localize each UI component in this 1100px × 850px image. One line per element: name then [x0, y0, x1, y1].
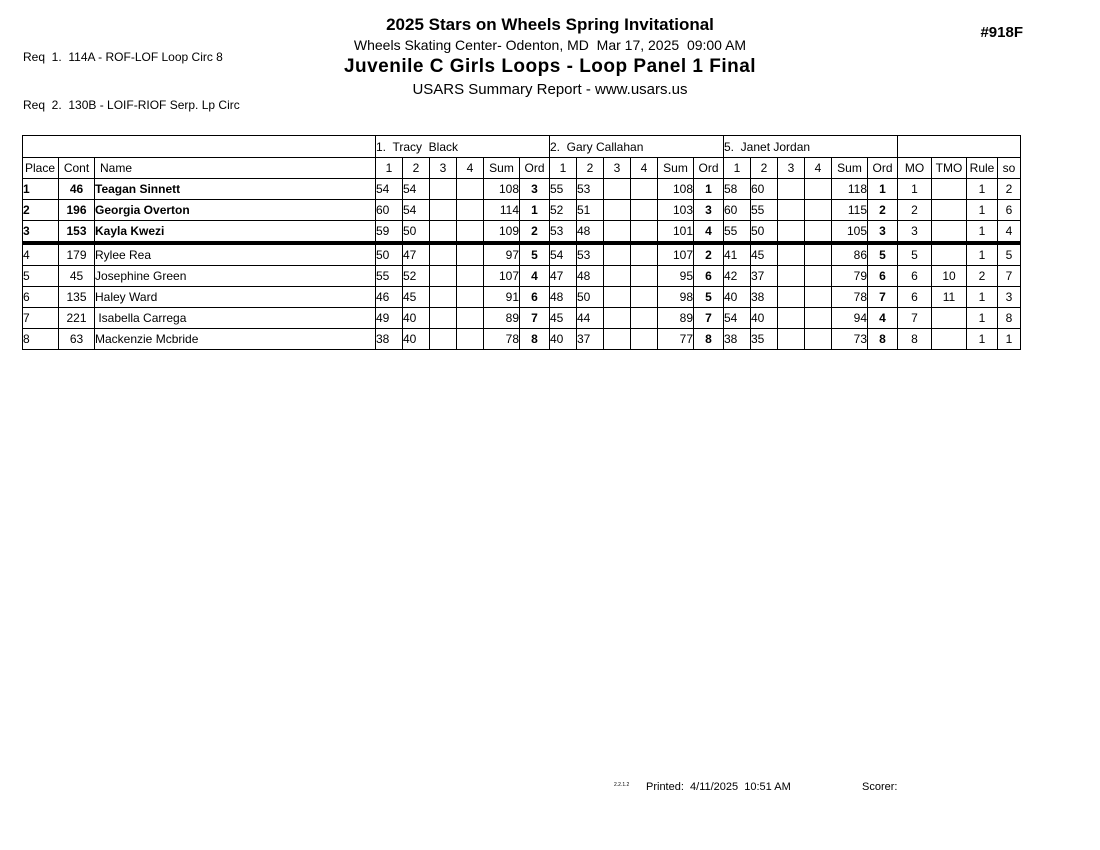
cell-mo: 2 — [898, 200, 932, 221]
cell-ord-judge2: 6 — [694, 266, 724, 287]
cell-score-judge2: 53 — [577, 179, 604, 200]
cell-sum-judge2: 77 — [658, 329, 694, 350]
requirement-line-1: Req 1. 114A - ROF-LOF Loop Circ 8 — [23, 50, 223, 64]
cell-score-judge1 — [430, 243, 457, 266]
cell-score-judge2 — [604, 221, 631, 244]
cell-ord-judge1: 6 — [520, 287, 550, 308]
cell-score-judge1: 45 — [403, 287, 430, 308]
printed-timestamp: Printed: 4/11/2025 10:51 AM — [646, 781, 791, 793]
cell-sum-judge3: 86 — [832, 243, 868, 266]
cell-score-judge3 — [778, 179, 805, 200]
cell-ord-judge3: 2 — [868, 200, 898, 221]
cell-score-judge3: 55 — [724, 221, 751, 244]
cell-score-judge3: 35 — [751, 329, 778, 350]
cell-score-judge3 — [778, 200, 805, 221]
document-number: #918F — [980, 24, 1023, 41]
col-header-judge3-3: 3 — [778, 158, 805, 179]
cell-score-judge3: 38 — [724, 329, 751, 350]
col-header-judge3-4: 4 — [805, 158, 832, 179]
cell-rule: 1 — [967, 308, 998, 329]
cell-score-judge1: 55 — [376, 266, 403, 287]
corner-blank — [23, 136, 376, 158]
cell-tmo — [932, 243, 967, 266]
cell-tmo — [932, 179, 967, 200]
results-row — [23, 287, 1021, 308]
cell-mo: 6 — [898, 287, 932, 308]
cell-tmo — [932, 308, 967, 329]
cell-score-judge1 — [430, 200, 457, 221]
cell-cont: 153 — [59, 221, 95, 244]
cell-ord-judge2: 8 — [694, 329, 724, 350]
cell-ord-judge3: 1 — [868, 179, 898, 200]
cell-sum-judge1: 114 — [484, 200, 520, 221]
cell-score-judge3 — [805, 221, 832, 244]
cell-place: 2 — [23, 200, 59, 221]
cell-ord-judge3: 4 — [868, 308, 898, 329]
cell-score-judge1 — [430, 329, 457, 350]
cell-name: Isabella Carrega — [95, 308, 376, 329]
cell-score-judge1 — [430, 179, 457, 200]
cell-mo: 6 — [898, 266, 932, 287]
cell-rule: 1 — [967, 179, 998, 200]
cell-score-judge1: 54 — [376, 179, 403, 200]
competition-title: 2025 Stars on Wheels Spring Invitational — [386, 15, 714, 34]
cell-score-judge2 — [631, 179, 658, 200]
cell-score-judge3 — [805, 308, 832, 329]
cell-score-judge3: 54 — [724, 308, 751, 329]
col-header-judge2-sum: Sum — [658, 158, 694, 179]
col-header-cont: Cont — [59, 158, 95, 179]
cell-rule: 2 — [967, 266, 998, 287]
col-header-judge1-1: 1 — [376, 158, 403, 179]
cell-score-judge1: 47 — [403, 243, 430, 266]
cell-score-judge1 — [457, 243, 484, 266]
cell-sum-judge3: 118 — [832, 179, 868, 200]
cell-score-judge3 — [805, 266, 832, 287]
requirement-line-2: Req 2. 130B - LOIF-RIOF Serp. Lp Circ — [23, 98, 240, 112]
cell-score-judge2 — [631, 266, 658, 287]
cell-score-judge3 — [778, 287, 805, 308]
cell-sum-judge1: 78 — [484, 329, 520, 350]
cell-score-judge3: 41 — [724, 243, 751, 266]
cell-sum-judge3: 115 — [832, 200, 868, 221]
cell-tmo — [932, 221, 967, 244]
cell-name: Haley Ward — [95, 287, 376, 308]
cell-score-judge1 — [457, 329, 484, 350]
cell-score-judge1: 52 — [403, 266, 430, 287]
cell-score-judge2: 52 — [550, 200, 577, 221]
cell-score-judge3 — [805, 329, 832, 350]
cell-sum-judge1: 91 — [484, 287, 520, 308]
col-header-judge1-4: 4 — [457, 158, 484, 179]
results-table — [22, 135, 1021, 350]
cell-sum-judge1: 109 — [484, 221, 520, 244]
cell-score-judge3: 58 — [724, 179, 751, 200]
col-header-judge3-ord: Ord — [868, 158, 898, 179]
cell-score-judge2: 54 — [550, 243, 577, 266]
cell-score-judge1 — [457, 179, 484, 200]
cell-so: 1 — [998, 329, 1021, 350]
cell-ord-judge1: 5 — [520, 243, 550, 266]
cell-score-judge3 — [778, 221, 805, 244]
cell-score-judge2: 45 — [550, 308, 577, 329]
cell-ord-judge2: 5 — [694, 287, 724, 308]
cell-score-judge1: 54 — [403, 200, 430, 221]
judge-panel-label-2: 2. Gary Callahan — [550, 136, 724, 158]
cell-cont: 63 — [59, 329, 95, 350]
cell-so: 2 — [998, 179, 1021, 200]
cell-score-judge2: 48 — [577, 266, 604, 287]
cell-ord-judge2: 3 — [694, 200, 724, 221]
cell-rule: 1 — [967, 221, 998, 244]
cell-name: Kayla Kwezi — [95, 221, 376, 244]
col-header-judge2-1: 1 — [550, 158, 577, 179]
cell-sum-judge2: 103 — [658, 200, 694, 221]
cell-sum-judge3: 73 — [832, 329, 868, 350]
cell-ord-judge1: 3 — [520, 179, 550, 200]
cell-place: 7 — [23, 308, 59, 329]
cell-score-judge3 — [805, 243, 832, 266]
cell-sum-judge2: 108 — [658, 179, 694, 200]
cell-score-judge1: 60 — [376, 200, 403, 221]
cell-score-judge1 — [457, 221, 484, 244]
cell-cont: 46 — [59, 179, 95, 200]
cell-score-judge3 — [805, 179, 832, 200]
col-header-name: Name — [95, 158, 376, 179]
cell-ord-judge3: 8 — [868, 329, 898, 350]
cell-sum-judge2: 89 — [658, 308, 694, 329]
cell-score-judge3 — [805, 287, 832, 308]
cell-ord-judge2: 1 — [694, 179, 724, 200]
cell-place: 4 — [23, 243, 59, 266]
cell-ord-judge1: 8 — [520, 329, 550, 350]
cell-ord-judge3: 5 — [868, 243, 898, 266]
cell-sum-judge3: 105 — [832, 221, 868, 244]
cell-score-judge1 — [457, 308, 484, 329]
cell-score-judge2: 44 — [577, 308, 604, 329]
col-header-rule: Rule — [967, 158, 998, 179]
cell-so: 7 — [998, 266, 1021, 287]
cell-score-judge1: 50 — [376, 243, 403, 266]
cell-score-judge2 — [604, 179, 631, 200]
cell-score-judge2: 48 — [550, 287, 577, 308]
col-header-judge1-3: 3 — [430, 158, 457, 179]
cell-name: Teagan Sinnett — [95, 179, 376, 200]
cell-so: 3 — [998, 287, 1021, 308]
cell-score-judge3: 40 — [751, 308, 778, 329]
cell-ord-judge3: 6 — [868, 266, 898, 287]
cell-ord-judge1: 2 — [520, 221, 550, 244]
cell-score-judge2: 40 — [550, 329, 577, 350]
cell-sum-judge3: 94 — [832, 308, 868, 329]
cell-score-judge1 — [430, 221, 457, 244]
report-header — [0, 14, 1100, 101]
cell-score-judge2 — [631, 200, 658, 221]
cell-score-judge3 — [778, 243, 805, 266]
cell-score-judge2 — [631, 221, 658, 244]
cell-place: 3 — [23, 221, 59, 244]
cell-tmo — [932, 329, 967, 350]
cell-mo: 5 — [898, 243, 932, 266]
cell-score-judge1: 40 — [403, 329, 430, 350]
cell-score-judge2 — [604, 243, 631, 266]
cell-score-judge2: 37 — [577, 329, 604, 350]
cell-score-judge3: 45 — [751, 243, 778, 266]
cell-tmo: 11 — [932, 287, 967, 308]
venue-date-line: Wheels Skating Center- Odenton, MD Mar 17, 2025 09:00 AM — [353, 37, 747, 53]
cell-sum-judge1: 107 — [484, 266, 520, 287]
cell-sum-judge1: 108 — [484, 179, 520, 200]
event-title: Juvenile C Girls Loops - Loop Panel 1 Final — [343, 56, 757, 77]
cell-score-judge3: 38 — [751, 287, 778, 308]
corner-blank-right — [898, 136, 1021, 158]
cell-score-judge2: 48 — [577, 221, 604, 244]
cell-mo: 8 — [898, 329, 932, 350]
cell-score-judge2 — [604, 266, 631, 287]
cell-score-judge1: 59 — [376, 221, 403, 244]
cell-score-judge3 — [778, 266, 805, 287]
cell-score-judge1: 54 — [403, 179, 430, 200]
cell-name: Rylee Rea — [95, 243, 376, 266]
cell-ord-judge3: 3 — [868, 221, 898, 244]
cell-score-judge3: 50 — [751, 221, 778, 244]
cell-ord-judge1: 4 — [520, 266, 550, 287]
results-row — [23, 179, 1021, 200]
cell-name: Mackenzie Mcbride — [95, 329, 376, 350]
cell-sum-judge1: 97 — [484, 243, 520, 266]
results-row — [23, 308, 1021, 329]
cell-score-judge1 — [430, 308, 457, 329]
cell-place: 6 — [23, 287, 59, 308]
cell-rule: 1 — [967, 287, 998, 308]
cell-sum-judge3: 78 — [832, 287, 868, 308]
col-header-judge3-1: 1 — [724, 158, 751, 179]
column-header-row — [23, 158, 1021, 179]
col-header-judge3-2: 2 — [751, 158, 778, 179]
cell-score-judge2 — [604, 287, 631, 308]
results-row — [23, 221, 1021, 244]
cell-tmo: 10 — [932, 266, 967, 287]
cell-score-judge2: 53 — [550, 221, 577, 244]
cell-score-judge2: 51 — [577, 200, 604, 221]
cell-cont: 135 — [59, 287, 95, 308]
col-header-judge3-sum: Sum — [832, 158, 868, 179]
cell-sum-judge3: 79 — [832, 266, 868, 287]
cell-score-judge2 — [604, 329, 631, 350]
cell-score-judge3 — [778, 329, 805, 350]
cell-score-judge2 — [604, 308, 631, 329]
col-header-so: so — [998, 158, 1021, 179]
col-header-place: Place — [23, 158, 59, 179]
results-row — [23, 266, 1021, 287]
cell-sum-judge2: 95 — [658, 266, 694, 287]
cell-place: 8 — [23, 329, 59, 350]
cell-score-judge3 — [778, 308, 805, 329]
cell-score-judge2 — [631, 329, 658, 350]
col-header-judge2-ord: Ord — [694, 158, 724, 179]
cell-score-judge2: 53 — [577, 243, 604, 266]
judge-panel-label-3: 5. Janet Jordan — [724, 136, 898, 158]
cell-score-judge1 — [430, 266, 457, 287]
judge-panel-label-1: 1. Tracy Black — [376, 136, 550, 158]
col-header-judge2-4: 4 — [631, 158, 658, 179]
cell-score-judge3: 37 — [751, 266, 778, 287]
cell-rule: 1 — [967, 243, 998, 266]
results-row — [23, 243, 1021, 266]
cell-name: Georgia Overton — [95, 200, 376, 221]
cell-score-judge1: 46 — [376, 287, 403, 308]
cell-place: 5 — [23, 266, 59, 287]
cell-sum-judge2: 107 — [658, 243, 694, 266]
col-header-judge1-sum: Sum — [484, 158, 520, 179]
cell-score-judge2 — [631, 287, 658, 308]
cell-place: 1 — [23, 179, 59, 200]
cell-score-judge1 — [457, 200, 484, 221]
cell-ord-judge2: 2 — [694, 243, 724, 266]
cell-sum-judge2: 101 — [658, 221, 694, 244]
cell-score-judge1: 50 — [403, 221, 430, 244]
cell-score-judge1: 38 — [376, 329, 403, 350]
scorer-label: Scorer: — [862, 781, 898, 793]
cell-mo: 1 — [898, 179, 932, 200]
cell-rule: 1 — [967, 200, 998, 221]
report-type-line: USARS Summary Report - www.usars.us — [412, 81, 688, 98]
cell-cont: 221 — [59, 308, 95, 329]
cell-score-judge3: 42 — [724, 266, 751, 287]
col-header-judge2-2: 2 — [577, 158, 604, 179]
cell-so: 5 — [998, 243, 1021, 266]
cell-score-judge2: 55 — [550, 179, 577, 200]
cell-so: 6 — [998, 200, 1021, 221]
cell-so: 4 — [998, 221, 1021, 244]
software-version: 2.2.1.2 — [614, 782, 630, 788]
cell-score-judge3: 40 — [724, 287, 751, 308]
judge-panels-row — [23, 136, 1021, 158]
cell-score-judge2 — [631, 308, 658, 329]
cell-so: 8 — [998, 308, 1021, 329]
cell-score-judge1: 49 — [376, 308, 403, 329]
cell-score-judge3: 60 — [751, 179, 778, 200]
col-header-judge2-3: 3 — [604, 158, 631, 179]
results-row — [23, 200, 1021, 221]
cell-cont: 45 — [59, 266, 95, 287]
cell-sum-judge1: 89 — [484, 308, 520, 329]
cell-score-judge2: 50 — [577, 287, 604, 308]
cell-mo: 7 — [898, 308, 932, 329]
cell-sum-judge2: 98 — [658, 287, 694, 308]
cell-ord-judge1: 1 — [520, 200, 550, 221]
cell-score-judge1 — [430, 287, 457, 308]
cell-ord-judge1: 7 — [520, 308, 550, 329]
cell-score-judge3: 55 — [751, 200, 778, 221]
cell-cont: 179 — [59, 243, 95, 266]
cell-score-judge3: 60 — [724, 200, 751, 221]
cell-score-judge3 — [805, 200, 832, 221]
cell-cont: 196 — [59, 200, 95, 221]
cell-ord-judge2: 7 — [694, 308, 724, 329]
cell-score-judge2 — [604, 200, 631, 221]
cell-score-judge1: 40 — [403, 308, 430, 329]
col-header-judge1-ord: Ord — [520, 158, 550, 179]
cell-mo: 3 — [898, 221, 932, 244]
cell-score-judge1 — [457, 266, 484, 287]
cell-score-judge2 — [631, 243, 658, 266]
cell-tmo — [932, 200, 967, 221]
col-header-judge1-2: 2 — [403, 158, 430, 179]
col-header-tmo: TMO — [932, 158, 967, 179]
cell-ord-judge3: 7 — [868, 287, 898, 308]
cell-score-judge2: 47 — [550, 266, 577, 287]
cell-score-judge1 — [457, 287, 484, 308]
cell-ord-judge2: 4 — [694, 221, 724, 244]
cell-rule: 1 — [967, 329, 998, 350]
results-row — [23, 329, 1021, 350]
cell-name: Josephine Green — [95, 266, 376, 287]
col-header-mo: MO — [898, 158, 932, 179]
